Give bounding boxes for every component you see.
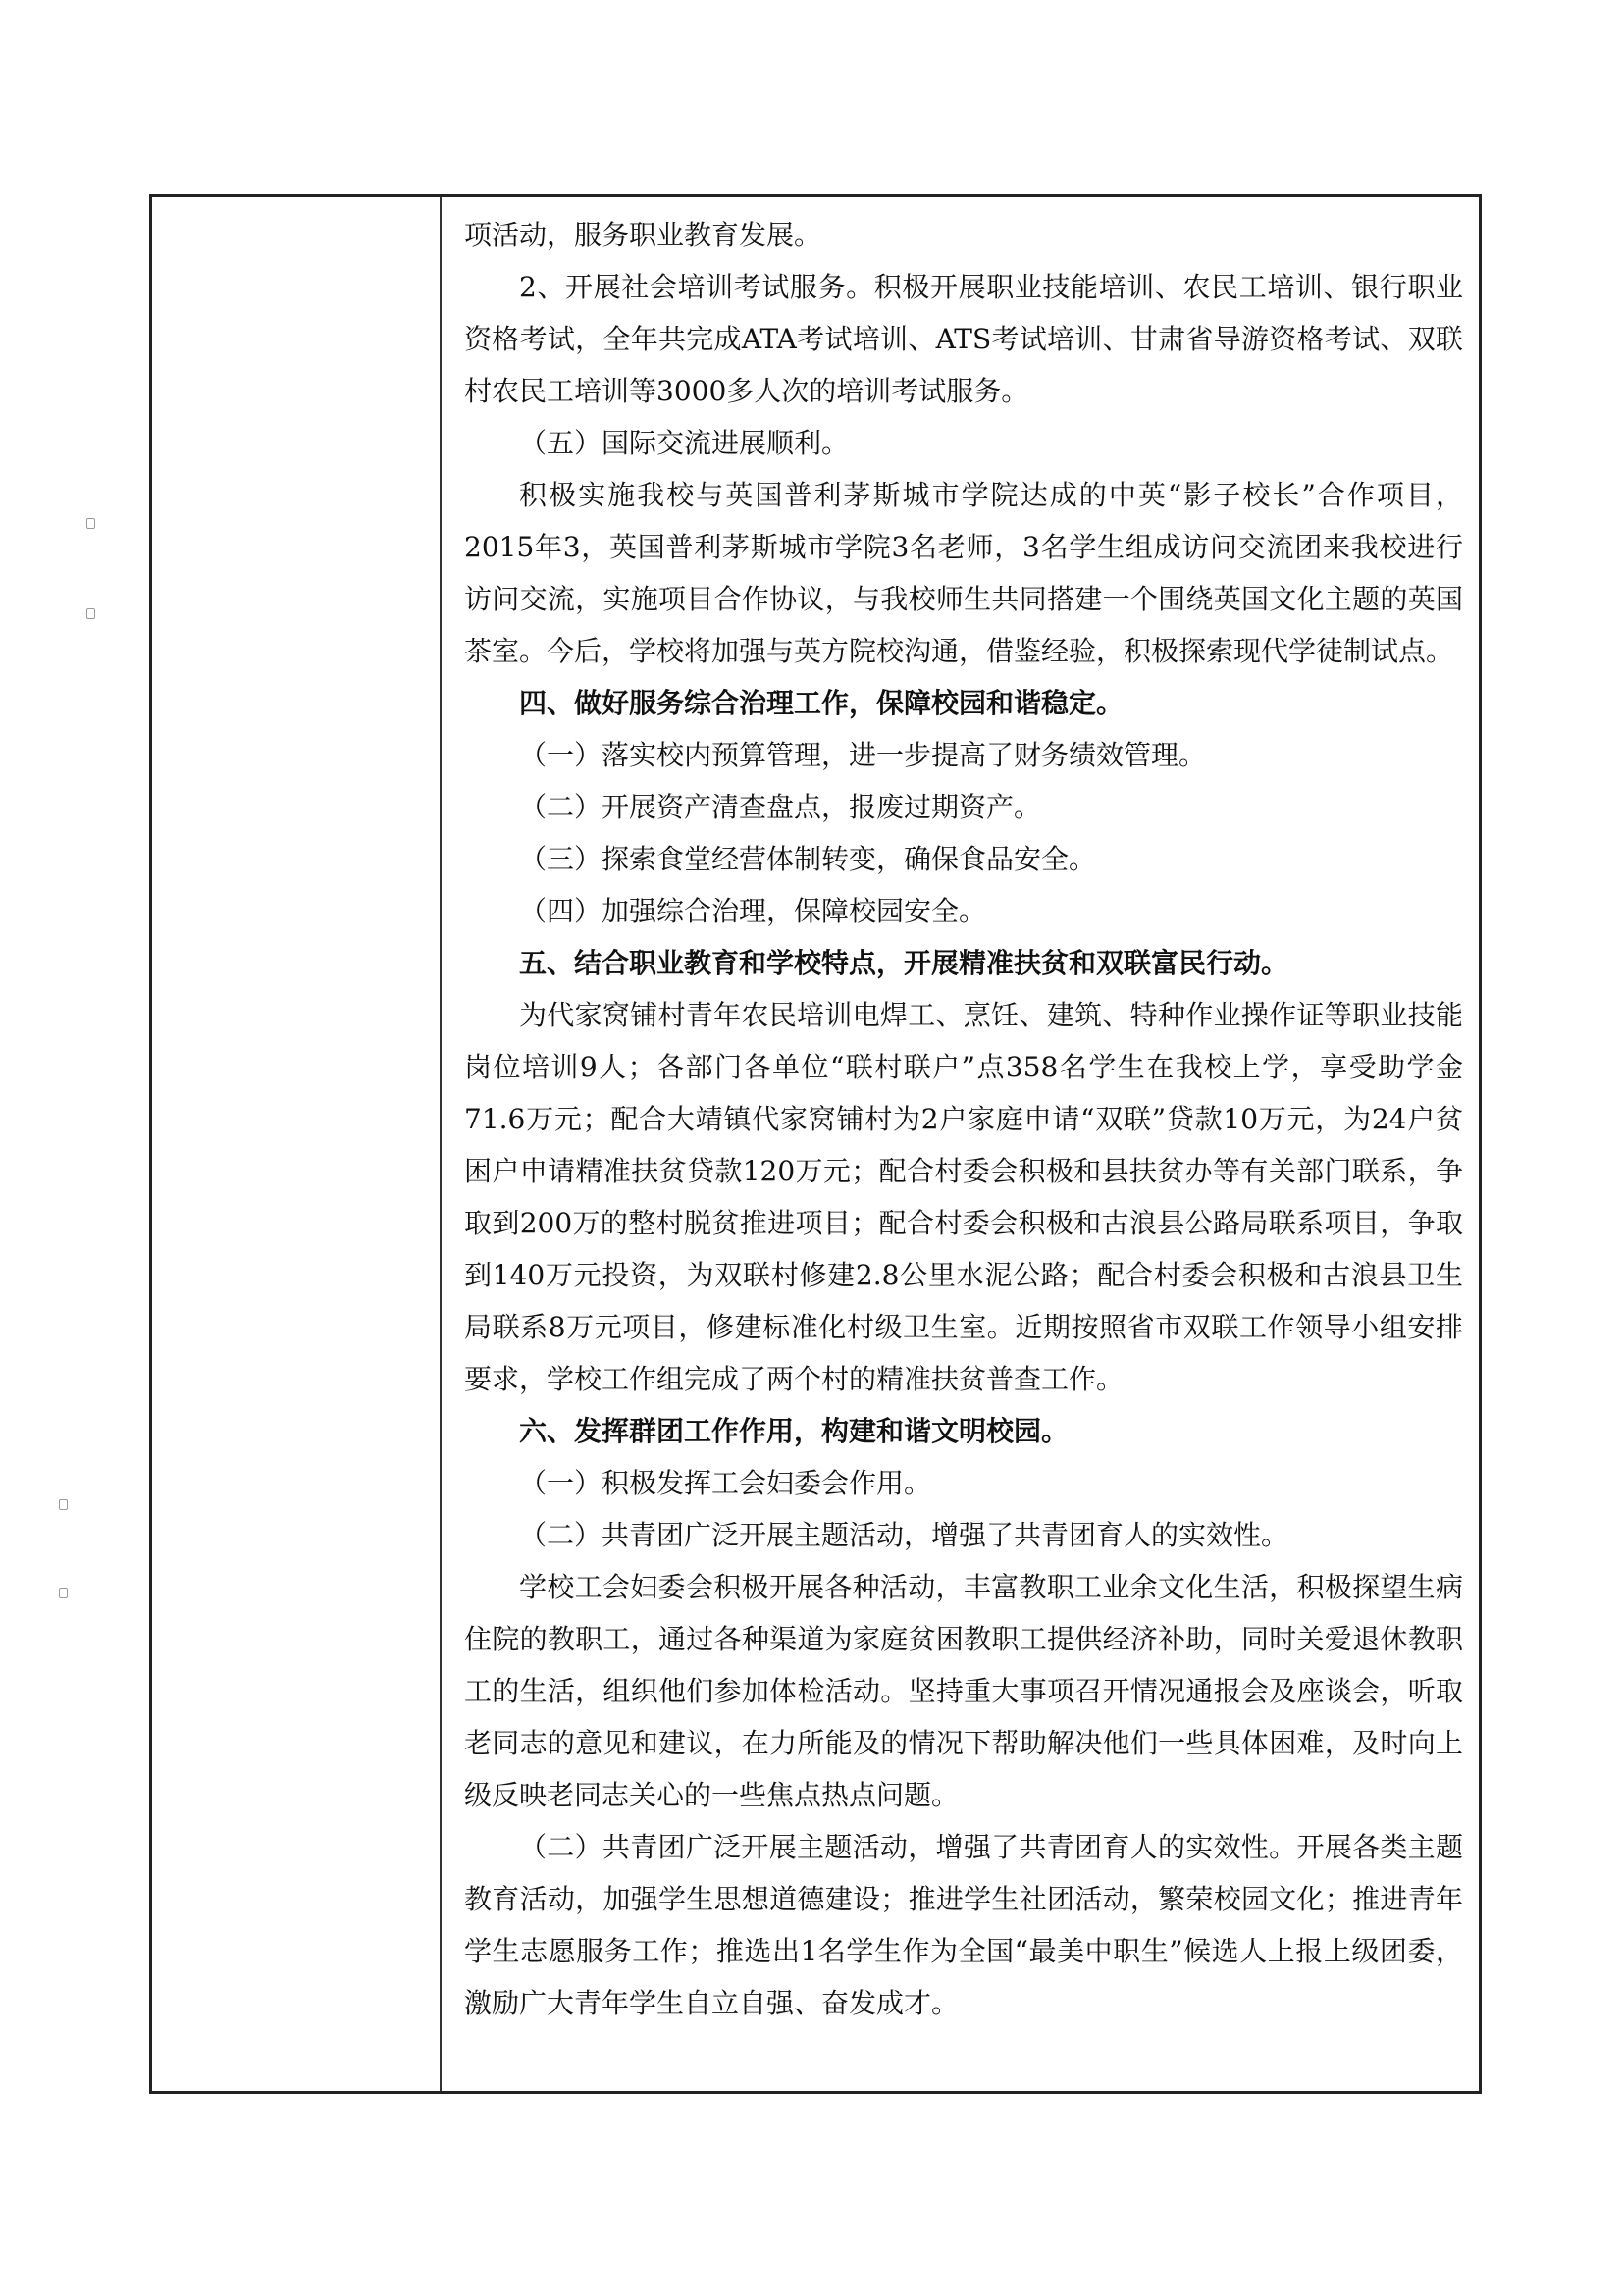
list-item: （一）积极发挥工会妇委会作用。 xyxy=(519,1467,932,1499)
paragraph: 积极实施我校与英国普利茅斯城市学院达成的中英“影子校长”合作项目，2015年3，英国普利茅斯城市学院3名老师，3名学生组成访问交流团来我校进行访问交流，实施项目合作协议，与我校师生共同搭建一个围绕英国文化主题的英国茶室。今后，学校将加强与英方院校沟通，借鉴经验，积极探索现代学徒制试点。 xyxy=(464,479,1463,667)
document-table-frame xyxy=(149,194,1482,2094)
binding-hole-mark xyxy=(86,518,95,529)
section-heading: （五）国际交流进展顺利。 xyxy=(519,427,850,459)
section-heading: 六、发挥群团工作作用，构建和谐文明校园。 xyxy=(519,1415,1070,1447)
list-item: （四）加强综合治理，保障校园安全。 xyxy=(519,895,987,927)
paragraph: 项活动，服务职业教育发展。 xyxy=(464,219,822,251)
paragraph: （二）共青团广泛开展主题活动，增强了共青团育人的实效性。开展各类主题教育活动，加强学生思想道德建设；推进学生社团活动，繁荣校园文化；推进青年学生志愿服务工作；推选出1名学生作为全国“最美中职生”候选人上报上级团委，激励广大青年学生自立自强、奋发成才。 xyxy=(464,1831,1463,2019)
list-item: （一）落实校内预算管理，进一步提高了财务绩效管理。 xyxy=(519,739,1207,771)
list-item: （三）探索食堂经营体制转变，确保食品安全。 xyxy=(519,843,1097,875)
binding-hole-mark xyxy=(86,608,95,619)
list-item: （二）共青团广泛开展主题活动，增强了共青团育人的实效性。 xyxy=(519,1519,1289,1551)
section-heading: 四、做好服务综合治理工作，保障校园和谐稳定。 xyxy=(519,687,1125,719)
column-divider xyxy=(440,197,442,2091)
binding-hole-mark xyxy=(59,1499,68,1510)
paragraph: 2、开展社会培训考试服务。积极开展职业技能培训、农民工培训、银行职业资格考试，全年共完成ATA考试培训、ATS考试培训、甘肃省导游资格考试、双联村农民工培训等3000多人次的培训考试服务。 xyxy=(464,271,1463,407)
paragraph: 为代家窝铺村青年农民培训电焊工、烹饪、建筑、特种作业操作证等职业技能岗位培训9人；各部门各单位“联村联户”点358名学生在我校上学，享受助学金71.6万元；配合大靖镇代家窝铺村为2户家庭申请“双联”贷款10万元，为24户贫困户申请精准扶贫贷款120万元；配合村委会积极和县扶贫办等有关部门联系，争取到200万的整村脱贫推进项目；配合村委会积极和古浪县公路局联系项目，争取到140万元投资，为双联村修建2.8公里水泥公路；配合村委会积极和古浪县卫生局联系8万元项目，修建标准化村级卫生室。近期按照省市双联工作领导小组安排要求，学校工作组完成了两个村的精准扶贫普查工作。 xyxy=(464,999,1463,1395)
content-cell xyxy=(464,209,1463,2029)
paragraph: 学校工会妇委会积极开展各种活动，丰富教职工业余文化生活，积极探望生病住院的教职工，通过各种渠道为家庭贫困教职工提供经济补助，同时关爱退休教职工的生活，组织他们参加体检活动。坚持重大事项召开情况通报会及座谈会，听取老同志的意见和建议，在力所能及的情况下帮助解决他们一些具体困难，及时向上级反映老同志关心的一些焦点热点问题。 xyxy=(464,1571,1463,1811)
binding-hole-mark xyxy=(59,1588,68,1598)
section-heading: 五、结合职业教育和学校特点，开展精准扶贫和双联富民行动。 xyxy=(519,947,1289,979)
list-item: （二）开展资产清查盘点，报废过期资产。 xyxy=(519,791,1042,823)
